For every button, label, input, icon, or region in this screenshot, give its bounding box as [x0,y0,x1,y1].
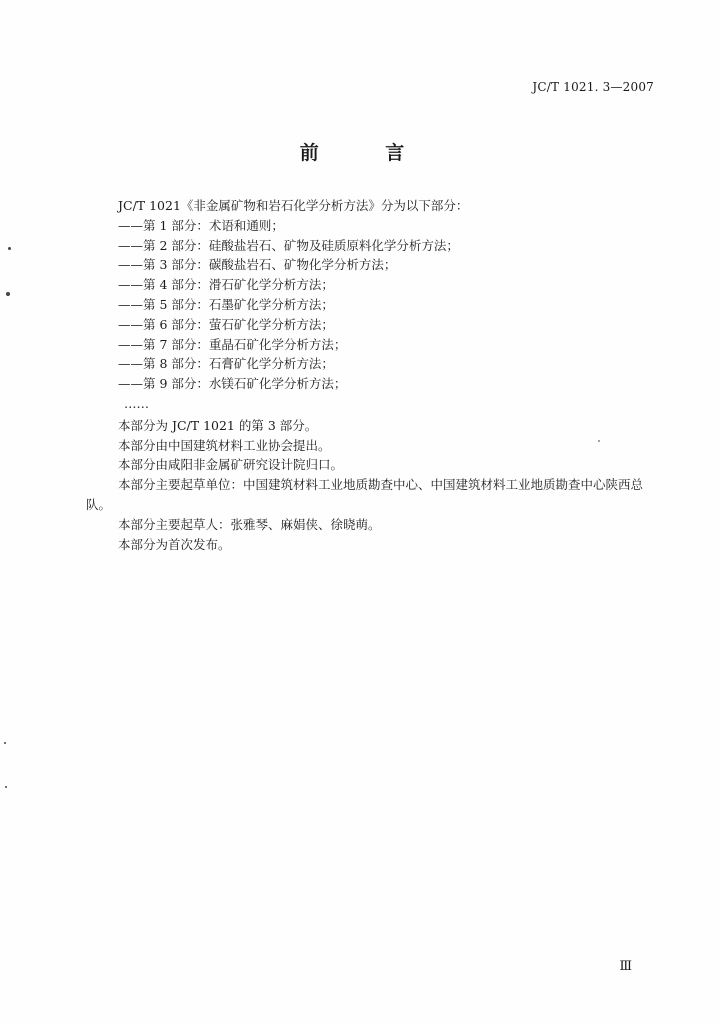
scan-speck [598,440,600,442]
list-item: ——第 8 部分：石膏矿化学分析方法； [118,356,334,372]
scan-speck [5,786,7,788]
intro-paragraph: JC/T 1021《非金属矿物和岩石化学分析方法》分为以下部分： [118,198,469,213]
scan-speck [6,292,10,296]
list-item: ——第 3 部分：碳酸盐岩石、矿物化学分析方法； [118,257,397,273]
document-code: JC/T 1021. 3—2007 [532,80,654,94]
statement-part-of: 本部分为 JC/T 1021 的第 3 部分。 [118,417,318,433]
scan-speck [8,247,11,250]
list-item: ——第 5 部分：石墨矿化学分析方法； [118,296,334,312]
page-title: 前 言 [299,142,435,164]
list-item: ——第 4 部分：滑石矿化学分析方法； [118,277,334,293]
list-ellipsis: …… [124,395,149,411]
parts-list [118,216,663,414]
list-item: ——第 1 部分：术语和通则； [118,217,284,233]
statement-centralized-by: 本部分由咸阳非金属矿研究设计院归口。 [118,457,344,473]
statement-drafters: 本部分主要起草人：张雅琴、麻娟侠、徐晓萌。 [118,516,381,532]
list-item: ——第 2 部分：硅酸盐岩石、矿物及硅质原料化学分析方法； [118,237,459,253]
statement-first-release: 本部分为首次发布。 [118,536,231,552]
statement-drafting-units: 本部分主要起草单位：中国建筑材料工业地质勘查中心、中国建筑材料工业地质勘查中心陕西总 [118,477,644,493]
statement-proposed-by: 本部分由中国建筑材料工业协会提出。 [118,437,331,453]
page-number: Ⅲ [619,959,632,974]
foreword-body [86,196,663,554]
list-item: ——第 6 部分：萤石矿化学分析方法； [118,316,334,332]
list-item: ——第 9 部分：水镁石矿化学分析方法； [118,376,347,392]
list-item: ——第 7 部分：重晶石矿化学分析方法； [118,336,347,352]
statement-drafting-units-continued: 队。 [86,496,112,512]
scan-speck [4,742,6,744]
